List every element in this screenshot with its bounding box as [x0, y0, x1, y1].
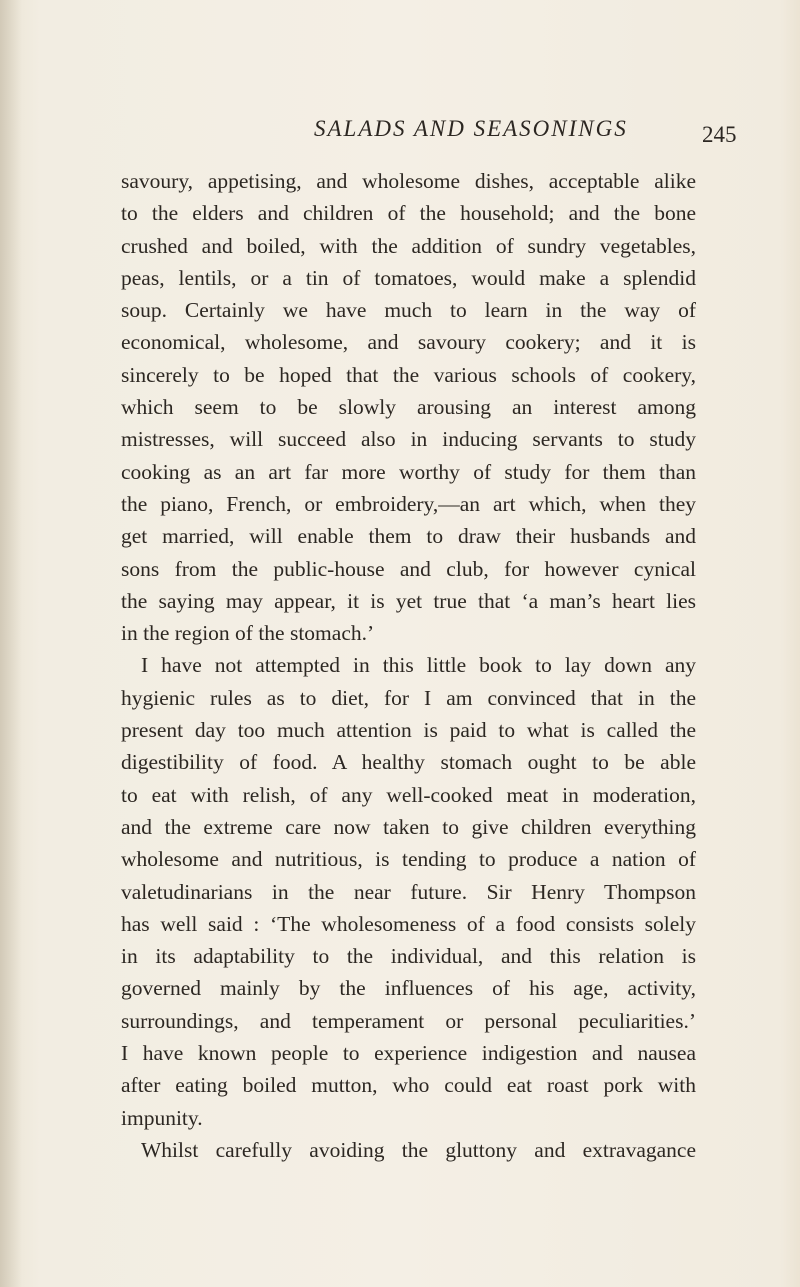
text-line: in its adaptability to the individual, and this relation is	[121, 944, 696, 969]
text-line-paragraph-start: Whilst carefully avoiding the gluttony and extravagance	[141, 1137, 696, 1162]
text-line-paragraph-end: impunity.	[121, 1105, 203, 1130]
text-line: the saying may appear, it is yet true that ‘a man’s heart lies	[121, 588, 696, 613]
text-line: sons from the public-house and club, for however cynical	[121, 556, 696, 581]
text-line: peas, lentils, or a tin of tomatoes, would make a splendid	[121, 265, 696, 290]
text-line: the piano, French, or embroidery,—an art which, when they	[121, 491, 696, 516]
text-line: sincerely to be hoped that the various schools of cookery,	[121, 362, 696, 387]
text-line: has well said : ‘The wholesomeness of a food consists solely	[121, 911, 696, 936]
text-line: soup. Certainly we have much to learn in the way of	[121, 298, 696, 323]
page-number: 245	[702, 122, 737, 147]
text-line: after eating boiled mutton, who could eat roast pork with	[121, 1073, 696, 1098]
text-line: cooking as an art far more worthy of study for them than	[121, 459, 696, 484]
gutter-shadow	[0, 0, 22, 1287]
text-line: hygienic rules as to diet, for I am convinced that in the	[121, 685, 696, 710]
text-line: surroundings, and temperament or personal peculiarities.’	[121, 1008, 696, 1033]
text-line: which seem to be slowly arousing an interest among	[121, 395, 696, 420]
text-line: and the extreme care now taken to give children everything	[121, 814, 696, 839]
text-line: mistresses, will succeed also in inducing servants to study	[121, 427, 696, 452]
text-line: wholesome and nutritious, is tending to produce a nation of	[121, 847, 696, 872]
text-line: savoury, appetising, and wholesome dishes, acceptable alike	[121, 169, 696, 193]
text-line: economical, wholesome, and savoury cookery; and it is	[121, 330, 696, 355]
text-line: to eat with relish, of any well-cooked meat in moderation,	[121, 782, 696, 807]
text-line: get married, will enable them to draw their husbands and	[121, 524, 696, 549]
body-text	[121, 165, 696, 1166]
text-line-paragraph-start: I have not attempted in this little book to lay down any	[141, 653, 696, 678]
text-line: valetudinarians in the near future. Sir Henry Thompson	[121, 879, 696, 904]
text-line: present day too much attention is paid to what is called the	[121, 718, 696, 743]
text-line-paragraph-end: in the region of the stomach.’	[121, 621, 375, 646]
text-line: I have known people to experience indigestion and nausea	[121, 1041, 696, 1066]
text-line: to the elders and children of the household; and the bone	[121, 201, 696, 226]
running-head-title: SALADS AND SEASONINGS	[314, 116, 628, 141]
text-line: governed mainly by the influences of his age, activity,	[121, 976, 696, 1001]
running-head	[0, 116, 800, 146]
text-line: crushed and boiled, with the addition of sundry vegetables,	[121, 233, 696, 258]
text-line: digestibility of food. A healthy stomach ought to be able	[121, 750, 696, 775]
